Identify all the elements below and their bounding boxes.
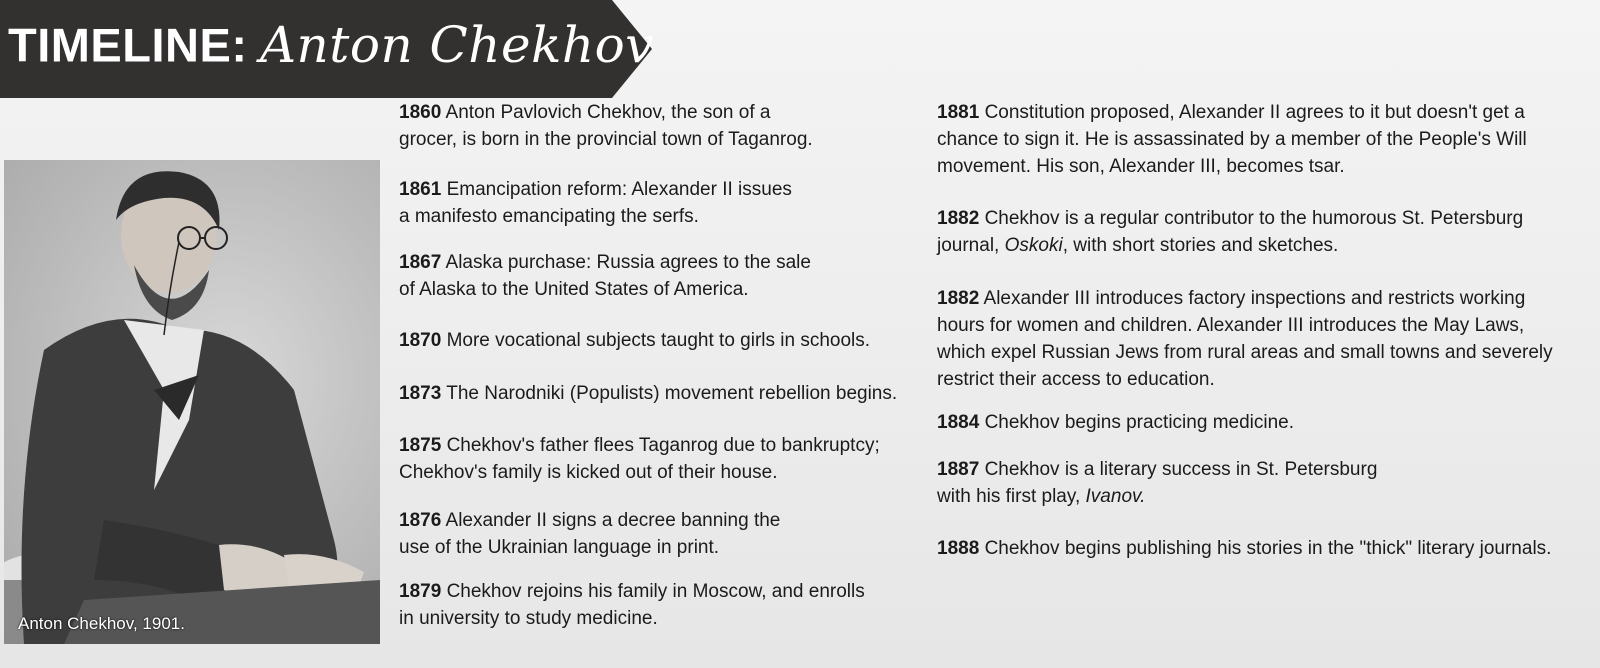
entry-text: Chekhov's father flees Taganrog due to bankruptcy; <box>446 435 880 456</box>
entry-year: 1881 <box>937 102 980 123</box>
entry-year: 1882 <box>937 288 980 309</box>
entry-text: Chekhov rejoins his family in Moscow, and enrolls <box>446 581 865 602</box>
timeline-entry <box>399 380 897 407</box>
entry-text: grocer, is born in the provincial town of Taganrog. <box>399 129 813 150</box>
entry-text: The Narodniki (Populists) movement rebellion begins. <box>446 383 898 404</box>
timeline-entry <box>937 456 1377 510</box>
entry-text: Chekhov is a regular contributor to the humorous St. Petersburg <box>984 208 1524 229</box>
timeline-entry <box>937 285 1553 393</box>
entry-text: Alexander III introduces factory inspections and restricts working <box>983 288 1526 309</box>
timeline-entry <box>399 327 870 354</box>
photo-caption: Anton Chekhov, 1901. <box>18 614 185 633</box>
entry-year: 1882 <box>937 208 980 229</box>
timeline-entry <box>937 535 1551 562</box>
banner-name: Anton Chekhov <box>259 16 654 74</box>
entry-text: movement. His son, Alexander III, becomes tsar. <box>937 156 1345 177</box>
entry-text: chance to sign it. He is assassinated by a member of the People's Will <box>937 129 1527 150</box>
banner-title <box>8 16 654 74</box>
entry-title-italic: Ivanov. <box>1085 486 1146 507</box>
entry-text: a manifesto emancipating the serfs. <box>399 206 699 227</box>
banner-label: TIMELINE: <box>8 18 248 72</box>
entry-year: 1861 <box>399 179 442 200</box>
entry-year: 1884 <box>937 412 980 433</box>
entry-text: Emancipation reform: Alexander II issues <box>446 179 792 200</box>
entry-title-italic: Oskoki <box>1004 235 1063 256</box>
entry-year: 1888 <box>937 538 980 559</box>
entry-text: Alexander II signs a decree banning the <box>445 510 781 531</box>
entry-text: journal, <box>937 235 1005 256</box>
chekhov-photo <box>4 160 380 644</box>
entry-year: 1887 <box>937 459 980 480</box>
entry-year: 1867 <box>399 252 442 273</box>
entry-year: 1870 <box>399 330 442 351</box>
entry-text: Alaska purchase: Russia agrees to the sale <box>445 252 811 273</box>
entry-year: 1873 <box>399 383 442 404</box>
timeline-entry <box>399 249 811 303</box>
timeline-entry <box>937 205 1523 259</box>
entry-text: Chekhov is a literary success in St. Petersburg <box>984 459 1378 480</box>
entry-text: Constitution proposed, Alexander II agrees to it but doesn't get a <box>984 102 1525 123</box>
timeline-entry <box>937 99 1527 180</box>
timeline-banner <box>0 0 652 98</box>
entry-text: of Alaska to the United States of America. <box>399 279 749 300</box>
entry-text: with his first play, <box>937 486 1086 507</box>
entry-year: 1875 <box>399 435 442 456</box>
timeline-entry <box>399 176 792 230</box>
entry-year: 1879 <box>399 581 442 602</box>
timeline-entry <box>399 99 813 153</box>
timeline-entry <box>399 507 780 561</box>
entry-text: restrict their access to education. <box>937 369 1215 390</box>
entry-year: 1876 <box>399 510 442 531</box>
entry-text: More vocational subjects taught to girls in schools. <box>446 330 871 351</box>
portrait-illustration <box>4 160 380 644</box>
entry-text: hours for women and children. Alexander III introduces the May Laws, <box>937 315 1525 336</box>
entry-text: Chekhov's family is kicked out of their house. <box>399 462 778 483</box>
entry-year: 1860 <box>399 102 442 123</box>
entry-text: Chekhov begins practicing medicine. <box>984 412 1295 433</box>
timeline-entry <box>399 578 865 632</box>
entry-text: Anton Pavlovich Chekhov, the son of a <box>445 102 771 123</box>
timeline-entry <box>937 409 1294 436</box>
entry-text: in university to study medicine. <box>399 608 658 629</box>
entry-text: use of the Ukrainian language in print. <box>399 537 720 558</box>
entry-text: , with short stories and sketches. <box>1062 235 1339 256</box>
entry-text: Chekhov begins publishing his stories in the "thick" literary journals. <box>984 538 1552 559</box>
entry-text: which expel Russian Jews from rural areas and small towns and severely <box>937 342 1553 363</box>
timeline-entry <box>399 432 880 486</box>
